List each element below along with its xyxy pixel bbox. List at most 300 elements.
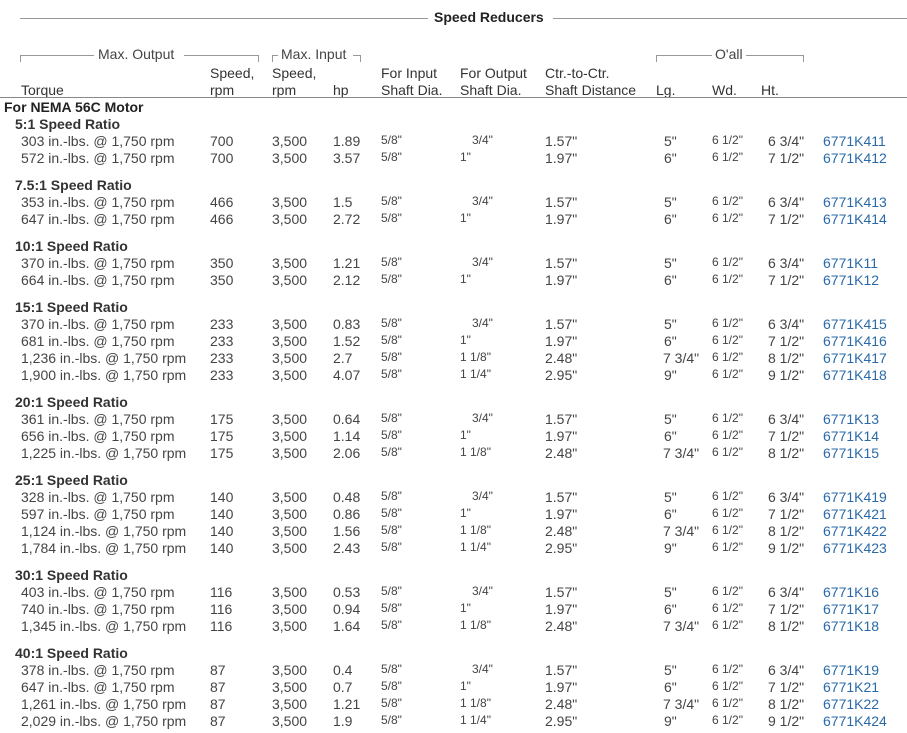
speed-ratio-heading: 20:1 Speed Ratio <box>15 394 128 410</box>
cell-height: 6 3/4" <box>768 194 805 210</box>
cell-output-speed: 87 <box>210 662 226 678</box>
speed-ratio-heading: 5:1 Speed Ratio <box>15 116 121 132</box>
col-header-wd: Wd. <box>712 82 737 98</box>
cell-width: 6 1/2" <box>712 523 743 537</box>
cell-output-speed: 140 <box>210 489 234 505</box>
cell-input-shaft: 5/8" <box>381 255 402 269</box>
cell-length: 5" <box>664 255 677 271</box>
cell-input-speed: 3,500 <box>272 133 308 149</box>
cell-input-speed: 3,500 <box>272 316 308 332</box>
cell-ctr-distance: 1.97" <box>545 150 578 166</box>
cell-input-shaft: 5/8" <box>381 367 402 381</box>
cell-input-speed: 3,500 <box>272 584 308 600</box>
cell-hp: 2.43 <box>333 540 361 556</box>
cell-output-shaft: 3/4" <box>472 584 493 598</box>
cell-torque: 370 in.-lbs. @ 1,750 rpm <box>21 316 175 332</box>
cell-ctr-distance: 2.48" <box>545 523 578 539</box>
cell-part-number[interactable]: 6771K416 <box>823 333 887 349</box>
cell-torque: 353 in.-lbs. @ 1,750 rpm <box>21 194 175 210</box>
speed-ratio-heading: 10:1 Speed Ratio <box>15 238 128 254</box>
cell-length: 7 3/4" <box>663 523 700 539</box>
cell-input-speed: 3,500 <box>272 506 308 522</box>
cell-height: 7 1/2" <box>768 150 805 166</box>
cell-input-speed: 3,500 <box>272 489 308 505</box>
cell-hp: 0.94 <box>333 601 361 617</box>
cell-output-speed: 233 <box>210 350 234 366</box>
cell-ctr-distance: 1.57" <box>545 411 578 427</box>
cell-input-shaft: 5/8" <box>381 211 402 225</box>
cell-height: 7 1/2" <box>768 679 805 695</box>
cell-ctr-distance: 1.57" <box>545 584 578 600</box>
cell-height: 7 1/2" <box>768 272 805 288</box>
cell-hp: 2.06 <box>333 445 361 461</box>
cell-height: 6 3/4" <box>768 316 805 332</box>
cell-output-shaft: 1 1/8" <box>460 350 491 364</box>
cell-width: 6 1/2" <box>712 194 743 208</box>
cell-torque: 647 in.-lbs. @ 1,750 rpm <box>21 679 175 695</box>
cell-hp: 1.89 <box>333 133 361 149</box>
cell-torque: 1,345 in.-lbs. @ 1,750 rpm <box>21 618 187 634</box>
speed-ratio-heading: 15:1 Speed Ratio <box>15 299 128 315</box>
cell-torque: 681 in.-lbs. @ 1,750 rpm <box>21 333 175 349</box>
cell-output-shaft: 3/4" <box>472 489 493 503</box>
cell-width: 6 1/2" <box>712 696 743 710</box>
cell-input-speed: 3,500 <box>272 150 308 166</box>
cell-output-shaft: 3/4" <box>472 411 493 425</box>
cell-input-speed: 3,500 <box>272 411 308 427</box>
cell-input-shaft: 5/8" <box>381 713 402 727</box>
speed-ratio-heading: 40:1 Speed Ratio <box>15 645 128 661</box>
cell-input-shaft: 5/8" <box>381 506 402 520</box>
cell-width: 6 1/2" <box>712 211 743 225</box>
cell-part-number[interactable]: 6771K22 <box>823 696 880 712</box>
cell-torque: 656 in.-lbs. @ 1,750 rpm <box>21 428 175 444</box>
cell-length: 6" <box>664 428 677 444</box>
col-header-ctr-1: Ctr.-to-Ctr. <box>545 65 610 81</box>
cell-input-speed: 3,500 <box>272 255 308 271</box>
cell-height: 6 3/4" <box>768 133 805 149</box>
cell-output-shaft: 1 1/8" <box>460 523 491 537</box>
cell-ctr-distance: 1.57" <box>545 133 578 149</box>
cell-torque: 597 in.-lbs. @ 1,750 rpm <box>21 506 175 522</box>
oall-tick-left <box>656 55 657 62</box>
cell-hp: 1.5 <box>333 194 353 210</box>
cell-output-speed: 87 <box>210 679 226 695</box>
cell-width: 6 1/2" <box>712 679 743 693</box>
cell-height: 6 3/4" <box>768 255 805 271</box>
cell-ctr-distance: 2.95" <box>545 367 578 383</box>
cell-torque: 1,261 in.-lbs. @ 1,750 rpm <box>21 696 187 712</box>
max-output-tick-left <box>20 55 21 62</box>
cell-part-number[interactable]: 6771K12 <box>823 272 880 288</box>
cell-hp: 4.07 <box>333 367 361 383</box>
cell-ctr-distance: 2.48" <box>545 350 578 366</box>
oall-rule-left <box>656 55 712 56</box>
cell-length: 9" <box>664 367 677 383</box>
col-header-hp: hp <box>333 82 349 98</box>
cell-width: 6 1/2" <box>712 713 743 727</box>
cell-width: 6 1/2" <box>712 601 743 615</box>
cell-output-speed: 140 <box>210 540 234 556</box>
cell-hp: 2.72 <box>333 211 361 227</box>
cell-part-number[interactable]: 6771K14 <box>823 428 880 444</box>
cell-width: 6 1/2" <box>712 506 743 520</box>
cell-ctr-distance: 1.57" <box>545 489 578 505</box>
cell-part-number[interactable]: 6771K417 <box>823 350 887 366</box>
cell-part-number[interactable]: 6771K414 <box>823 211 887 227</box>
cell-length: 6" <box>664 211 677 227</box>
cell-torque: 1,124 in.-lbs. @ 1,750 rpm <box>21 523 187 539</box>
cell-input-shaft: 5/8" <box>381 489 402 503</box>
col-header-output-speed-2: rpm <box>210 82 235 98</box>
cell-part-number[interactable]: 6771K18 <box>823 618 880 634</box>
cell-width: 6 1/2" <box>712 255 743 269</box>
max-input-tick-left <box>272 55 273 62</box>
cell-part-number[interactable]: 6771K415 <box>823 316 887 332</box>
max-output-header: Max. Output <box>98 46 175 62</box>
cell-output-speed: 140 <box>210 506 234 522</box>
cell-height: 8 1/2" <box>768 523 805 539</box>
cell-length: 6" <box>664 506 677 522</box>
cell-output-speed: 233 <box>210 333 234 349</box>
cell-output-shaft: 3/4" <box>472 133 493 147</box>
cell-input-shaft: 5/8" <box>381 679 402 693</box>
cell-length: 5" <box>664 411 677 427</box>
cell-part-number[interactable]: 6771K11 <box>823 255 879 271</box>
cell-length: 7 3/4" <box>663 696 700 712</box>
cell-height: 7 1/2" <box>768 428 805 444</box>
cell-ctr-distance: 1.97" <box>545 428 578 444</box>
cell-height: 7 1/2" <box>768 506 805 522</box>
section-title: For NEMA 56C Motor <box>4 99 144 115</box>
cell-width: 6 1/2" <box>712 367 743 381</box>
cell-torque: 303 in.-lbs. @ 1,750 rpm <box>21 133 175 149</box>
cell-output-shaft: 1" <box>460 211 471 225</box>
cell-input-shaft: 5/8" <box>381 523 402 537</box>
cell-torque: 361 in.-lbs. @ 1,750 rpm <box>21 411 175 427</box>
cell-input-speed: 3,500 <box>272 350 308 366</box>
cell-height: 9 1/2" <box>768 367 805 383</box>
cell-part-number[interactable]: 6771K424 <box>823 713 887 729</box>
col-header-ht: Ht. <box>761 82 779 98</box>
cell-part-number[interactable]: 6771K21 <box>823 679 880 695</box>
cell-length: 6" <box>664 679 677 695</box>
cell-height: 8 1/2" <box>768 445 805 461</box>
cell-output-shaft: 1 1/8" <box>460 618 491 632</box>
cell-length: 5" <box>664 584 677 600</box>
cell-part-number[interactable]: 6771K412 <box>823 150 887 166</box>
cell-hp: 0.86 <box>333 506 361 522</box>
cell-output-shaft: 1" <box>460 601 471 615</box>
cell-height: 8 1/2" <box>768 696 805 712</box>
cell-torque: 740 in.-lbs. @ 1,750 rpm <box>21 601 175 617</box>
cell-output-speed: 175 <box>210 411 234 427</box>
cell-length: 7 3/4" <box>663 445 700 461</box>
cell-width: 6 1/2" <box>712 316 743 330</box>
cell-output-shaft: 3/4" <box>472 316 493 330</box>
cell-width: 6 1/2" <box>712 584 743 598</box>
cell-height: 6 3/4" <box>768 411 805 427</box>
cell-height: 9 1/2" <box>768 713 805 729</box>
cell-part-number[interactable]: 6771K17 <box>823 601 880 617</box>
cell-input-shaft: 5/8" <box>381 445 402 459</box>
cell-part-number[interactable]: 6771K15 <box>823 445 880 461</box>
cell-torque: 1,225 in.-lbs. @ 1,750 rpm <box>21 445 187 461</box>
cell-ctr-distance: 1.57" <box>545 194 578 210</box>
cell-output-shaft: 1 1/4" <box>460 540 491 554</box>
cell-hp: 0.7 <box>333 679 353 695</box>
cell-ctr-distance: 2.95" <box>545 540 578 556</box>
cell-ctr-distance: 1.97" <box>545 601 578 617</box>
cell-length: 5" <box>664 133 677 149</box>
cell-torque: 370 in.-lbs. @ 1,750 rpm <box>21 255 175 271</box>
cell-output-shaft: 1" <box>460 150 471 164</box>
cell-input-speed: 3,500 <box>272 523 308 539</box>
cell-hp: 3.57 <box>333 150 361 166</box>
cell-hp: 0.4 <box>333 662 353 678</box>
col-header-torque: Torque <box>21 82 64 98</box>
cell-ctr-distance: 1.57" <box>545 316 578 332</box>
cell-part-number[interactable]: 6771K13 <box>823 411 880 427</box>
cell-input-speed: 3,500 <box>272 696 308 712</box>
cell-width: 6 1/2" <box>712 662 743 676</box>
cell-output-shaft: 3/4" <box>472 255 493 269</box>
cell-torque: 2,029 in.-lbs. @ 1,750 rpm <box>21 713 187 729</box>
col-header-input-speed-2: rpm <box>272 82 297 98</box>
cell-input-shaft: 5/8" <box>381 350 402 364</box>
cell-output-speed: 700 <box>210 133 234 149</box>
cell-output-shaft: 1" <box>460 679 471 693</box>
cell-part-number[interactable]: 6771K421 <box>823 506 887 522</box>
cell-height: 6 3/4" <box>768 584 805 600</box>
cell-torque: 378 in.-lbs. @ 1,750 rpm <box>21 662 175 678</box>
cell-input-shaft: 5/8" <box>381 662 402 676</box>
cell-length: 9" <box>664 713 677 729</box>
max-output-tick-right <box>258 55 259 62</box>
cell-hp: 1.21 <box>333 696 361 712</box>
cell-part-number[interactable]: 6771K16 <box>823 584 880 600</box>
cell-output-speed: 87 <box>210 713 226 729</box>
cell-input-speed: 3,500 <box>272 618 308 634</box>
cell-part-number[interactable]: 6771K413 <box>823 194 887 210</box>
title-rule-left <box>20 18 428 19</box>
cell-width: 6 1/2" <box>712 489 743 503</box>
cell-input-speed: 3,500 <box>272 445 308 461</box>
cell-input-speed: 3,500 <box>272 713 308 729</box>
cell-hp: 1.64 <box>333 618 361 634</box>
cell-length: 5" <box>664 316 677 332</box>
col-header-input-shaft-1: For Input <box>381 65 438 81</box>
cell-input-shaft: 5/8" <box>381 540 402 554</box>
title-rule-right <box>553 18 907 19</box>
cell-part-number[interactable]: 6771K423 <box>823 540 887 556</box>
col-header-ctr-2: Shaft Distance <box>545 82 637 98</box>
cell-width: 6 1/2" <box>712 540 743 554</box>
col-header-input-shaft-2: Shaft Dia. <box>381 82 443 98</box>
cell-input-shaft: 5/8" <box>381 584 402 598</box>
cell-ctr-distance: 2.48" <box>545 445 578 461</box>
cell-part-number[interactable]: 6771K418 <box>823 367 887 383</box>
cell-torque: 647 in.-lbs. @ 1,750 rpm <box>21 211 175 227</box>
cell-input-speed: 3,500 <box>272 662 308 678</box>
cell-output-shaft: 1" <box>460 428 471 442</box>
cell-ctr-distance: 2.95" <box>545 713 578 729</box>
cell-input-shaft: 5/8" <box>381 133 402 147</box>
cell-width: 6 1/2" <box>712 411 743 425</box>
cell-hp: 1.21 <box>333 255 361 271</box>
cell-input-shaft: 5/8" <box>381 272 402 286</box>
cell-height: 7 1/2" <box>768 601 805 617</box>
cell-output-speed: 116 <box>210 601 233 617</box>
cell-input-shaft: 5/8" <box>381 696 402 710</box>
cell-input-shaft: 5/8" <box>381 618 402 632</box>
cell-height: 9 1/2" <box>768 540 805 556</box>
cell-part-number[interactable]: 6771K19 <box>823 662 880 678</box>
cell-ctr-distance: 1.97" <box>545 211 578 227</box>
cell-width: 6 1/2" <box>712 618 743 632</box>
cell-input-shaft: 5/8" <box>381 411 402 425</box>
cell-ctr-distance: 2.48" <box>545 618 578 634</box>
cell-output-shaft: 3/4" <box>472 662 493 676</box>
cell-torque: 328 in.-lbs. @ 1,750 rpm <box>21 489 175 505</box>
col-header-lg: Lg. <box>656 82 676 98</box>
cell-input-speed: 3,500 <box>272 540 308 556</box>
cell-ctr-distance: 1.97" <box>545 272 578 288</box>
cell-output-shaft: 3/4" <box>472 194 493 208</box>
cell-input-speed: 3,500 <box>272 211 308 227</box>
oall-header: O'all <box>715 46 743 62</box>
cell-output-shaft: 1 1/8" <box>460 445 491 459</box>
cell-height: 7 1/2" <box>768 211 805 227</box>
cell-ctr-distance: 1.97" <box>545 679 578 695</box>
cell-length: 5" <box>664 662 677 678</box>
cell-width: 6 1/2" <box>712 333 743 347</box>
cell-output-speed: 175 <box>210 428 234 444</box>
cell-input-speed: 3,500 <box>272 333 308 349</box>
cell-output-shaft: 1 1/8" <box>460 696 491 710</box>
cell-input-shaft: 5/8" <box>381 428 402 442</box>
cell-length: 7 3/4" <box>663 618 700 634</box>
cell-output-shaft: 1" <box>460 333 471 347</box>
cell-ctr-distance: 1.57" <box>545 662 578 678</box>
cell-hp: 0.48 <box>333 489 361 505</box>
cell-input-shaft: 5/8" <box>381 150 402 164</box>
cell-output-speed: 466 <box>210 211 234 227</box>
cell-output-shaft: 1" <box>460 506 471 520</box>
cell-length: 9" <box>664 540 677 556</box>
cell-hp: 0.83 <box>333 316 361 332</box>
cell-output-speed: 233 <box>210 367 234 383</box>
cell-input-shaft: 5/8" <box>381 333 402 347</box>
cell-output-speed: 116 <box>210 584 233 600</box>
cell-part-number[interactable]: 6771K419 <box>823 489 887 505</box>
cell-torque: 1,900 in.-lbs. @ 1,750 rpm <box>21 367 187 383</box>
cell-hp: 2.12 <box>333 272 361 288</box>
cell-torque: 572 in.-lbs. @ 1,750 rpm <box>21 150 175 166</box>
cell-ctr-distance: 1.57" <box>545 255 578 271</box>
cell-hp: 0.53 <box>333 584 361 600</box>
cell-width: 6 1/2" <box>712 150 743 164</box>
cell-input-speed: 3,500 <box>272 428 308 444</box>
cell-part-number[interactable]: 6771K411 <box>823 133 886 149</box>
cell-width: 6 1/2" <box>712 350 743 364</box>
cell-input-speed: 3,500 <box>272 679 308 695</box>
cell-ctr-distance: 1.97" <box>545 506 578 522</box>
cell-input-shaft: 5/8" <box>381 194 402 208</box>
cell-part-number[interactable]: 6771K422 <box>823 523 887 539</box>
cell-length: 6" <box>664 601 677 617</box>
cell-output-speed: 233 <box>210 316 234 332</box>
cell-output-speed: 175 <box>210 445 234 461</box>
cell-output-speed: 466 <box>210 194 234 210</box>
cell-ctr-distance: 1.97" <box>545 333 578 349</box>
col-header-output-shaft-2: Shaft Dia. <box>460 82 522 98</box>
cell-output-shaft: 1 1/4" <box>460 367 491 381</box>
cell-hp: 2.7 <box>333 350 353 366</box>
cell-height: 8 1/2" <box>768 618 805 634</box>
cell-torque: 403 in.-lbs. @ 1,750 rpm <box>21 584 175 600</box>
cell-torque: 664 in.-lbs. @ 1,750 rpm <box>21 272 175 288</box>
cell-length: 7 3/4" <box>663 350 700 366</box>
cell-hp: 1.56 <box>333 523 361 539</box>
cell-hp: 1.52 <box>333 333 361 349</box>
cell-torque: 1,236 in.-lbs. @ 1,750 rpm <box>21 350 187 366</box>
cell-length: 5" <box>664 194 677 210</box>
cell-output-shaft: 1" <box>460 272 471 286</box>
cell-input-shaft: 5/8" <box>381 601 402 615</box>
speed-ratio-heading: 25:1 Speed Ratio <box>15 472 128 488</box>
max-output-rule-right <box>184 55 259 56</box>
cell-output-speed: 700 <box>210 150 234 166</box>
cell-input-shaft: 5/8" <box>381 316 402 330</box>
speed-ratio-heading: 7.5:1 Speed Ratio <box>15 177 132 193</box>
cell-output-shaft: 1 1/4" <box>460 713 491 727</box>
cell-ctr-distance: 2.48" <box>545 696 578 712</box>
cell-length: 5" <box>664 489 677 505</box>
cell-length: 6" <box>664 150 677 166</box>
cell-width: 6 1/2" <box>712 133 743 147</box>
section-band <box>0 97 907 115</box>
cell-torque: 1,784 in.-lbs. @ 1,750 rpm <box>21 540 187 556</box>
cell-height: 8 1/2" <box>768 350 805 366</box>
max-output-rule-left <box>20 55 94 56</box>
col-header-input-speed-1: Speed, <box>272 65 317 81</box>
col-header-output-shaft-1: For Output <box>460 65 527 81</box>
max-input-tick-right <box>360 55 361 62</box>
cell-height: 7 1/2" <box>768 333 805 349</box>
cell-hp: 0.64 <box>333 411 361 427</box>
cell-hp: 1.9 <box>333 713 353 729</box>
oall-tick-right <box>803 55 804 62</box>
speed-ratio-heading: 30:1 Speed Ratio <box>15 567 128 583</box>
max-input-header: Max. Input <box>281 46 347 62</box>
cell-height: 6 3/4" <box>768 662 805 678</box>
cell-input-speed: 3,500 <box>272 601 308 617</box>
cell-hp: 1.14 <box>333 428 361 444</box>
cell-width: 6 1/2" <box>712 272 743 286</box>
col-header-output-speed-1: Speed, <box>210 65 255 81</box>
cell-output-speed: 140 <box>210 523 234 539</box>
cell-input-speed: 3,500 <box>272 272 308 288</box>
oall-rule-right <box>746 55 804 56</box>
cell-output-speed: 350 <box>210 272 234 288</box>
cell-input-speed: 3,500 <box>272 367 308 383</box>
cell-width: 6 1/2" <box>712 428 743 442</box>
cell-length: 6" <box>664 333 677 349</box>
cell-height: 6 3/4" <box>768 489 805 505</box>
page-title: Speed Reducers <box>434 9 544 25</box>
cell-output-speed: 87 <box>210 696 226 712</box>
